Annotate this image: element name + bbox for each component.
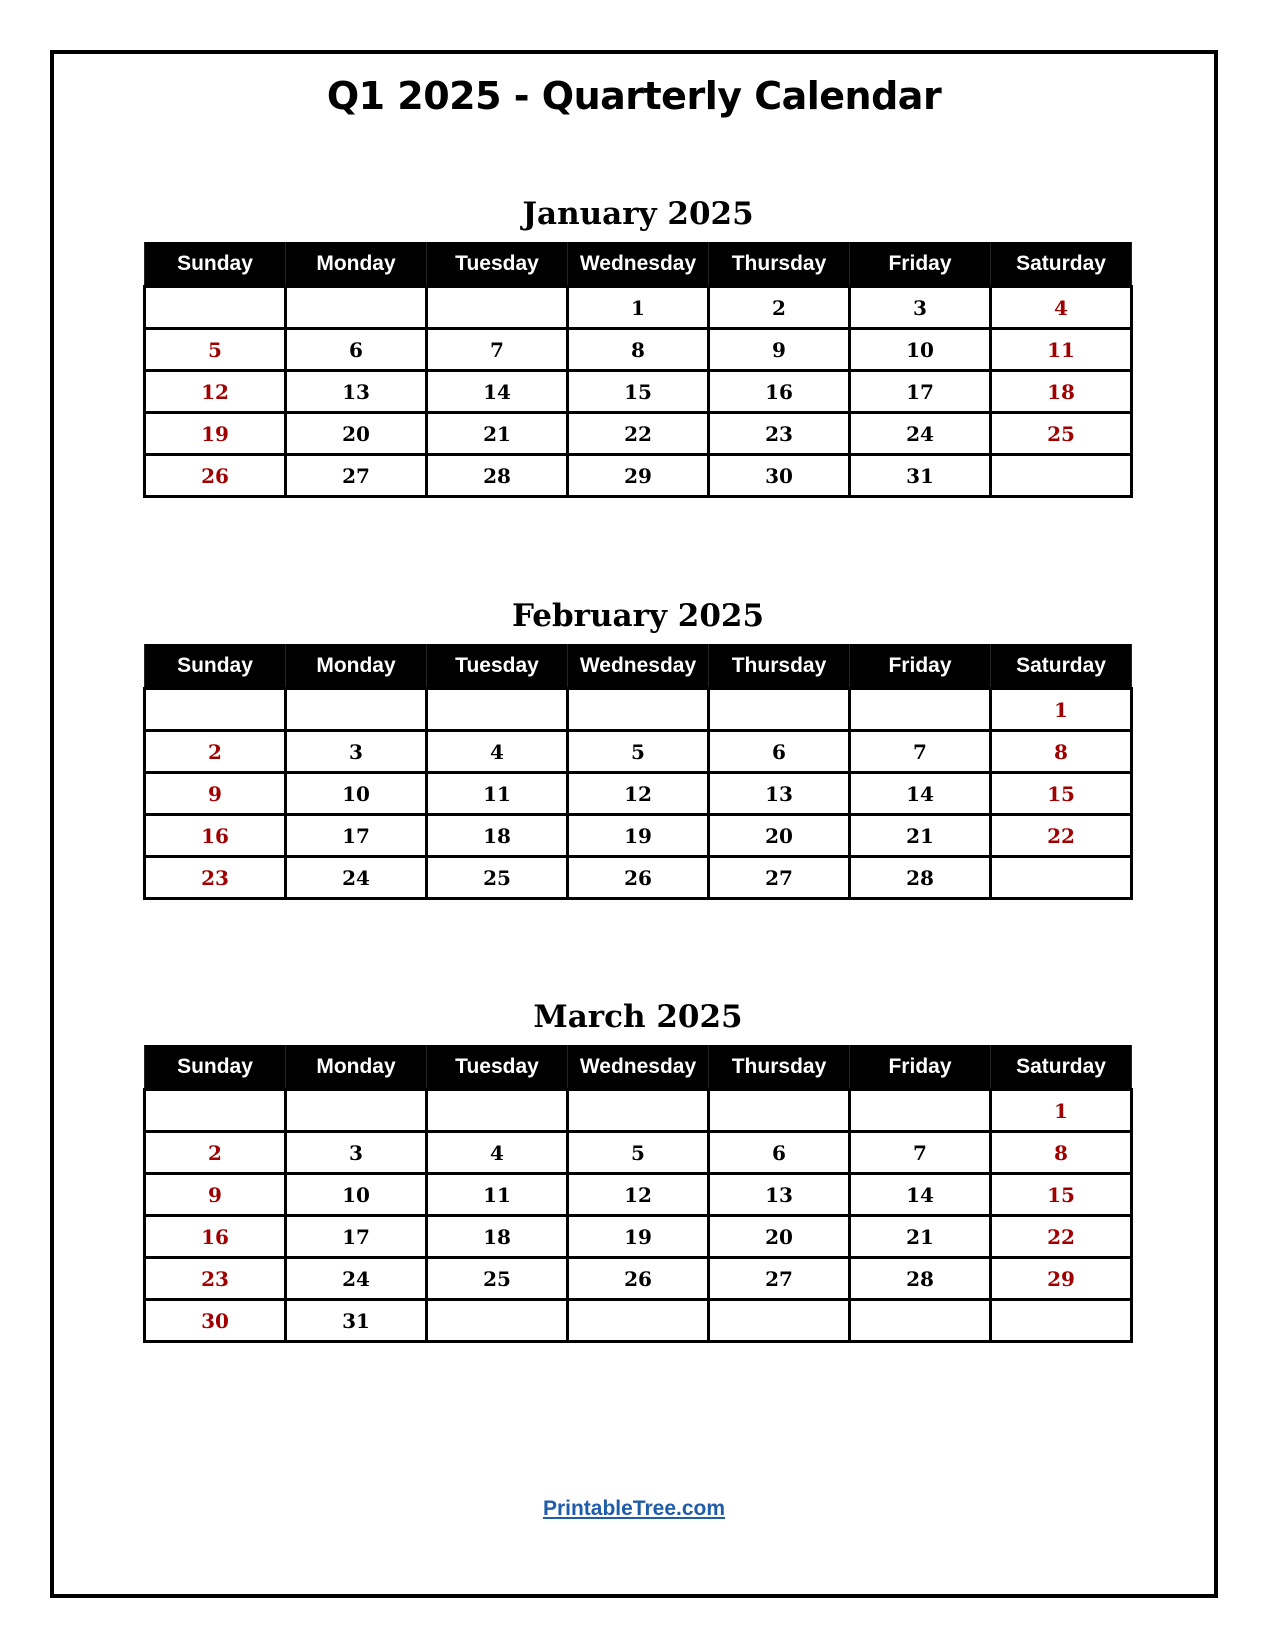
day-cell: 18 <box>427 815 568 857</box>
day-cell: 20 <box>709 815 850 857</box>
day-cell: 9 <box>145 1174 286 1216</box>
day-cell: 10 <box>286 1174 427 1216</box>
day-cell: 10 <box>286 773 427 815</box>
day-cell: 4 <box>427 731 568 773</box>
day-cell <box>145 287 286 329</box>
day-cell <box>709 689 850 731</box>
day-cell <box>427 1090 568 1132</box>
day-cell: 20 <box>286 413 427 455</box>
day-cell: 12 <box>568 773 709 815</box>
day-cell: 24 <box>286 857 427 899</box>
week-row <box>145 773 1132 815</box>
day-cell: 5 <box>568 1132 709 1174</box>
day-cell: 14 <box>427 371 568 413</box>
day-cell: 1 <box>568 287 709 329</box>
day-cell: 11 <box>427 1174 568 1216</box>
day-cell: 12 <box>568 1174 709 1216</box>
day-cell: 6 <box>709 1132 850 1174</box>
day-cell: 28 <box>850 1258 991 1300</box>
day-cell: 27 <box>709 857 850 899</box>
week-row <box>145 1174 1132 1216</box>
weekday-header-row <box>145 1045 1132 1090</box>
day-cell: 24 <box>286 1258 427 1300</box>
day-cell: 8 <box>568 329 709 371</box>
day-cell: 7 <box>850 1132 991 1174</box>
day-cell: 13 <box>709 773 850 815</box>
day-cell: 20 <box>709 1216 850 1258</box>
day-cell: 14 <box>850 1174 991 1216</box>
day-cell: 7 <box>427 329 568 371</box>
day-cell: 19 <box>568 815 709 857</box>
day-cell: 19 <box>568 1216 709 1258</box>
day-cell: 25 <box>427 1258 568 1300</box>
day-cell: 21 <box>850 815 991 857</box>
day-cell: 22 <box>568 413 709 455</box>
day-cell: 6 <box>709 731 850 773</box>
week-row <box>145 1300 1132 1342</box>
weekday-header: Wednesday <box>568 1045 709 1090</box>
day-cell: 18 <box>427 1216 568 1258</box>
weekday-header: Tuesday <box>427 242 568 287</box>
week-row <box>145 287 1132 329</box>
week-row <box>145 1258 1132 1300</box>
day-cell: 27 <box>709 1258 850 1300</box>
weekday-header-row <box>145 242 1132 287</box>
day-cell: 12 <box>145 371 286 413</box>
week-row <box>145 329 1132 371</box>
day-cell: 13 <box>286 371 427 413</box>
day-cell: 21 <box>850 1216 991 1258</box>
day-cell: 15 <box>991 773 1132 815</box>
day-cell <box>145 1090 286 1132</box>
day-cell <box>850 1090 991 1132</box>
day-cell <box>427 689 568 731</box>
week-row <box>145 413 1132 455</box>
weekday-header: Friday <box>850 242 991 287</box>
weekday-header: Saturday <box>991 242 1132 287</box>
day-cell: 23 <box>145 1258 286 1300</box>
day-cell: 4 <box>427 1132 568 1174</box>
day-cell: 22 <box>991 1216 1132 1258</box>
week-row <box>145 371 1132 413</box>
day-cell <box>709 1300 850 1342</box>
day-cell: 1 <box>991 689 1132 731</box>
day-cell: 8 <box>991 1132 1132 1174</box>
week-row <box>145 1216 1132 1258</box>
weekday-header: Thursday <box>709 242 850 287</box>
day-cell: 3 <box>850 287 991 329</box>
weekday-header: Saturday <box>991 1045 1132 1090</box>
day-cell: 24 <box>850 413 991 455</box>
month-grid <box>143 242 1133 498</box>
day-cell: 4 <box>991 287 1132 329</box>
day-cell: 17 <box>286 1216 427 1258</box>
day-cell: 19 <box>145 413 286 455</box>
weekday-header: Tuesday <box>427 1045 568 1090</box>
day-cell <box>286 287 427 329</box>
day-cell: 28 <box>427 455 568 497</box>
month-grid <box>143 1045 1133 1343</box>
weekday-header: Friday <box>850 644 991 689</box>
day-cell: 15 <box>568 371 709 413</box>
week-row <box>145 815 1132 857</box>
day-cell: 2 <box>709 287 850 329</box>
day-cell: 3 <box>286 731 427 773</box>
weekday-header: Sunday <box>145 1045 286 1090</box>
month-calendar <box>143 594 1133 900</box>
day-cell: 1 <box>991 1090 1132 1132</box>
weekday-header: Wednesday <box>568 644 709 689</box>
day-cell: 28 <box>850 857 991 899</box>
day-cell <box>991 1300 1132 1342</box>
week-row <box>145 731 1132 773</box>
day-cell: 2 <box>145 731 286 773</box>
day-cell: 15 <box>991 1174 1132 1216</box>
day-cell <box>286 689 427 731</box>
day-cell <box>286 1090 427 1132</box>
day-cell <box>991 455 1132 497</box>
weekday-header: Monday <box>286 242 427 287</box>
day-cell <box>427 1300 568 1342</box>
day-cell: 30 <box>145 1300 286 1342</box>
day-cell: 29 <box>991 1258 1132 1300</box>
day-cell: 5 <box>568 731 709 773</box>
page-title: Q1 2025 - Quarterly Calendar <box>326 74 942 118</box>
month-title: January 2025 <box>522 196 754 232</box>
weekday-header: Monday <box>286 644 427 689</box>
month-calendar <box>143 192 1133 498</box>
month-title: March 2025 <box>533 999 743 1035</box>
month-title: February 2025 <box>511 598 765 634</box>
day-cell: 31 <box>286 1300 427 1342</box>
weekday-header: Sunday <box>145 644 286 689</box>
day-cell: 31 <box>850 455 991 497</box>
weekday-header: Thursday <box>709 1045 850 1090</box>
day-cell <box>850 689 991 731</box>
weekday-header: Tuesday <box>427 644 568 689</box>
day-cell: 14 <box>850 773 991 815</box>
day-cell <box>145 689 286 731</box>
day-cell: 8 <box>991 731 1132 773</box>
day-cell: 27 <box>286 455 427 497</box>
day-cell: 21 <box>427 413 568 455</box>
week-row <box>145 689 1132 731</box>
month-calendar <box>143 995 1133 1343</box>
day-cell: 16 <box>709 371 850 413</box>
day-cell <box>568 689 709 731</box>
footer <box>50 1497 1218 1521</box>
day-cell: 11 <box>991 329 1132 371</box>
day-cell: 26 <box>145 455 286 497</box>
day-cell <box>850 1300 991 1342</box>
weekday-header: Monday <box>286 1045 427 1090</box>
day-cell: 30 <box>709 455 850 497</box>
day-cell: 18 <box>991 371 1132 413</box>
day-cell: 7 <box>850 731 991 773</box>
day-cell: 26 <box>568 857 709 899</box>
week-row <box>145 455 1132 497</box>
day-cell: 17 <box>286 815 427 857</box>
day-cell: 25 <box>991 413 1132 455</box>
day-cell: 13 <box>709 1174 850 1216</box>
day-cell: 16 <box>145 1216 286 1258</box>
day-cell: 17 <box>850 371 991 413</box>
day-cell: 16 <box>145 815 286 857</box>
day-cell: 9 <box>145 773 286 815</box>
weekday-header: Wednesday <box>568 242 709 287</box>
weekday-header: Thursday <box>709 644 850 689</box>
day-cell: 29 <box>568 455 709 497</box>
day-cell: 10 <box>850 329 991 371</box>
day-cell: 25 <box>427 857 568 899</box>
weekday-header-row <box>145 644 1132 689</box>
day-cell: 11 <box>427 773 568 815</box>
site-link[interactable]: PrintableTree.com <box>542 1497 726 1520</box>
weekday-header: Saturday <box>991 644 1132 689</box>
day-cell: 23 <box>145 857 286 899</box>
week-row <box>145 857 1132 899</box>
week-row <box>145 1090 1132 1132</box>
day-cell: 6 <box>286 329 427 371</box>
day-cell <box>427 287 568 329</box>
day-cell: 5 <box>145 329 286 371</box>
day-cell: 3 <box>286 1132 427 1174</box>
day-cell: 2 <box>145 1132 286 1174</box>
day-cell <box>568 1090 709 1132</box>
day-cell: 9 <box>709 329 850 371</box>
day-cell: 22 <box>991 815 1132 857</box>
week-row <box>145 1132 1132 1174</box>
day-cell: 23 <box>709 413 850 455</box>
day-cell <box>568 1300 709 1342</box>
day-cell: 26 <box>568 1258 709 1300</box>
day-cell <box>709 1090 850 1132</box>
weekday-header: Friday <box>850 1045 991 1090</box>
month-grid <box>143 644 1133 900</box>
day-cell <box>991 857 1132 899</box>
weekday-header: Sunday <box>145 242 286 287</box>
